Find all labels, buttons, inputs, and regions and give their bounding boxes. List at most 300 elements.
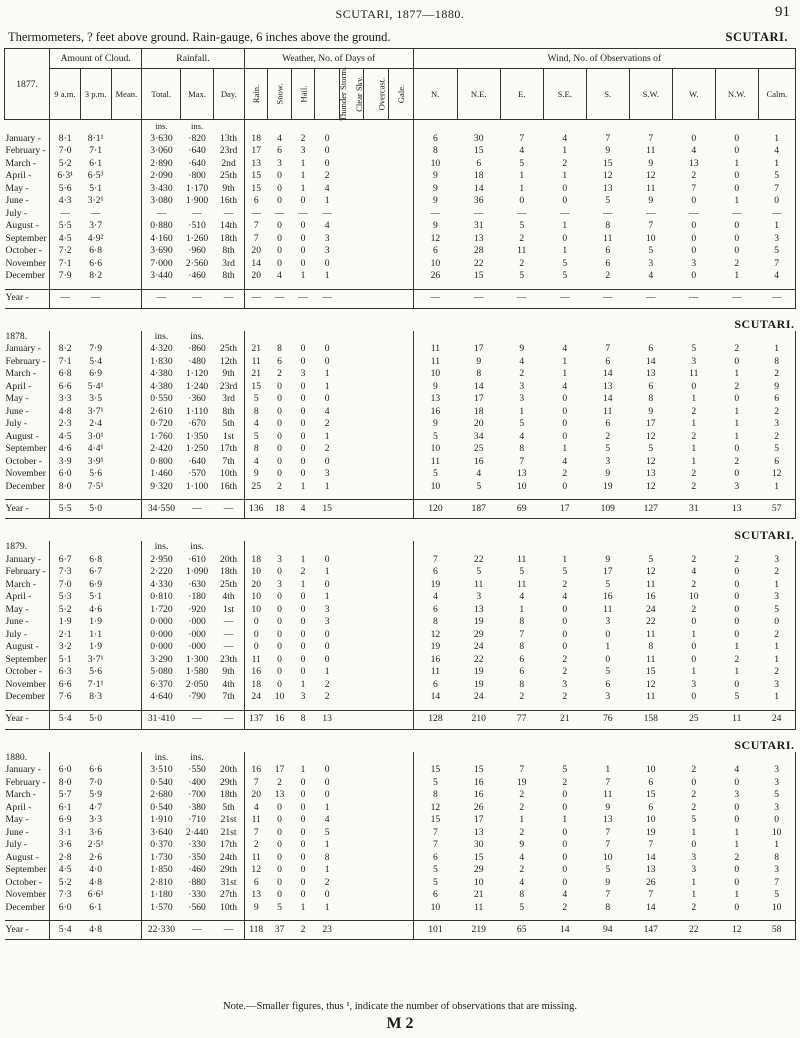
table-cell: 0: [562, 864, 568, 875]
table-cell: 8·1¹: [87, 132, 104, 144]
table-cell: 3·510: [150, 764, 173, 775]
table-cell: 6·7: [58, 553, 72, 565]
table-cell: 14: [645, 901, 656, 913]
table-cell: 3rd: [213, 393, 244, 406]
table-cell: 2·950: [150, 553, 173, 565]
table-cell: 2: [562, 691, 568, 702]
table-cell: 7·000: [150, 257, 173, 269]
unit-label: ins.: [154, 330, 169, 342]
table-cell: ·180: [188, 591, 206, 602]
month-cell: January -: [5, 133, 50, 146]
table-cell: [339, 691, 364, 704]
table-cell: 3: [758, 233, 795, 246]
table-cell: 7: [691, 182, 697, 194]
table-cell: 1·830: [150, 355, 173, 367]
table-cell: 7·5¹: [87, 480, 104, 492]
table-cell: 11: [646, 145, 656, 156]
table-cell: 7·1: [58, 257, 72, 269]
table-cell: 24: [251, 691, 261, 702]
table-cell: 16: [473, 789, 484, 800]
table-cell: [111, 877, 142, 890]
table-row: [5, 258, 796, 271]
table-cell: [111, 666, 142, 679]
table-cell: 7: [648, 889, 654, 900]
table-cell: 4·3: [58, 195, 72, 206]
table-cell: 8: [277, 343, 282, 354]
table-cell: [339, 764, 364, 777]
table-cell: [111, 579, 142, 592]
table-cell: [389, 145, 414, 158]
table-cell: 0: [562, 826, 568, 838]
table-cell: —: [732, 207, 742, 219]
table-cell: [364, 579, 389, 592]
table-cell: 0: [277, 666, 282, 677]
table-cell: —: [500, 289, 543, 308]
table-cell: [389, 170, 414, 183]
table-cell: 0: [300, 814, 306, 825]
table-cell: 5·6: [89, 666, 103, 677]
table-cell: 5·4: [50, 921, 81, 940]
table-cell: [364, 120, 389, 133]
table-cell: [364, 443, 389, 456]
table-cell: [389, 679, 414, 692]
table-cell: 0: [277, 851, 282, 863]
table-cell: 6·9: [89, 578, 103, 590]
table-cell: 21: [473, 889, 484, 900]
table-row: [5, 431, 796, 444]
table-cell: 0: [300, 245, 306, 256]
table-cell: 3·1: [58, 826, 72, 838]
table-cell: 11: [517, 578, 527, 590]
caption-text: Thermometers, ? feet above ground. Rain-gauge, 6 inches above the ground.: [8, 30, 391, 44]
table-cell: 1: [691, 418, 697, 429]
table-cell: 6: [648, 343, 654, 354]
table-cell: 4: [734, 764, 740, 775]
table-cell: 5·080: [150, 666, 173, 677]
table-cell: 5·2: [58, 603, 72, 615]
table-cell: [389, 481, 414, 494]
table-cell: 9: [605, 468, 611, 479]
table-cell: 10: [602, 851, 613, 863]
table-cell: 7·9: [58, 270, 72, 281]
table-cell: 12: [645, 480, 656, 492]
table-cell: 6·6: [89, 764, 103, 775]
table-cell: 0: [691, 245, 697, 256]
table-cell: [291, 752, 315, 765]
table-cell: 2: [324, 678, 330, 690]
table-cell: [111, 258, 142, 271]
table-cell: [339, 877, 364, 890]
table-cell: —: [156, 207, 167, 219]
table-cell: [111, 591, 142, 604]
table-cell: 10: [274, 691, 285, 702]
table-cell: 14th: [213, 220, 244, 233]
table-cell: [715, 752, 758, 765]
table-cell: 7: [519, 628, 525, 640]
table-cell: 0: [324, 628, 330, 640]
table-cell: 4·4¹: [87, 443, 104, 454]
table-cell: 23: [315, 921, 340, 940]
table-cell: 2: [691, 430, 697, 442]
month-cell: February -: [5, 777, 50, 790]
table-cell: [111, 921, 142, 940]
table-cell: ·670: [188, 418, 206, 429]
table-cell: 10: [430, 901, 441, 913]
table-cell: 5: [277, 901, 282, 913]
table-cell: 0: [562, 195, 568, 206]
table-cell: 2: [277, 776, 282, 788]
table-cell: 37: [268, 921, 292, 940]
table-cell: 1·240: [185, 380, 209, 392]
table-cell: 1·460: [150, 468, 173, 479]
table-cell: 3·080: [150, 195, 173, 206]
table-cell: 9: [433, 418, 438, 429]
table-cell: —: [430, 207, 441, 219]
table-cell: 14: [543, 921, 586, 940]
table-cell: 5: [519, 270, 525, 281]
table-cell: 5: [476, 566, 482, 577]
table-cell: 1: [324, 480, 330, 492]
table-cell: 9: [433, 182, 438, 194]
table-cell: 1: [691, 443, 697, 454]
table-cell: 9: [433, 170, 438, 181]
table-cell: —: [213, 641, 244, 654]
table-cell: 7: [253, 232, 259, 244]
table-cell: [111, 170, 142, 183]
table-cell: 16: [430, 405, 441, 417]
table-cell: 8·2: [89, 270, 103, 281]
table-cell: [364, 864, 389, 877]
table-cell: 13th: [213, 133, 244, 146]
table-cell: [111, 270, 142, 283]
table-cell: [111, 145, 142, 158]
table-cell: [413, 120, 457, 133]
table-cell: 136: [244, 500, 268, 519]
table-cell: 7: [648, 132, 654, 144]
table-cell: [364, 343, 389, 356]
table-cell: —: [298, 207, 308, 219]
table-cell: 6·6: [58, 678, 72, 690]
table-cell: 5·4¹: [87, 380, 104, 392]
table-cell: [80, 752, 111, 765]
table-cell: 6·370: [150, 678, 173, 690]
table-cell: —: [516, 207, 527, 219]
table-cell: [268, 541, 292, 554]
table-cell: 0: [277, 430, 282, 442]
table-cell: 19: [430, 578, 441, 590]
table-cell: 7: [758, 183, 795, 196]
table-cell: [291, 331, 315, 344]
table-cell: 1: [300, 480, 306, 492]
table-cell: [111, 406, 142, 419]
table-cell: 16th: [213, 481, 244, 494]
table-cell: 147: [629, 921, 672, 940]
table-cell: 12: [430, 628, 441, 640]
table-row: [5, 233, 796, 246]
table-cell: 5: [519, 157, 525, 169]
table-cell: 22: [473, 553, 484, 565]
table-cell: [244, 120, 268, 133]
table-cell: —: [213, 289, 244, 308]
table-cell: 5: [758, 170, 795, 183]
table-cell: 0: [691, 195, 697, 206]
table-cell: 0: [277, 628, 282, 640]
table-cell: 1: [758, 158, 795, 171]
table-cell: 6: [605, 355, 611, 367]
table-cell: [339, 710, 364, 729]
table-cell: 5·0: [80, 710, 111, 729]
table-cell: 4: [291, 500, 315, 519]
table-cell: 2: [691, 468, 697, 479]
table-cell: [111, 616, 142, 629]
table-cell: [364, 629, 389, 642]
table-cell: 1: [324, 368, 330, 379]
month-cell: October -: [5, 456, 50, 469]
table-cell: ·000: [188, 628, 206, 640]
table-cell: 5: [758, 245, 795, 258]
table-cell: 4·5: [58, 232, 72, 244]
table-cell: 8: [433, 145, 438, 156]
table-cell: 6·0: [58, 764, 72, 775]
table-cell: [457, 752, 500, 765]
table-cell: 6: [433, 851, 438, 863]
table-cell: —: [181, 289, 214, 308]
table-cell: [500, 541, 543, 554]
table-cell: —: [251, 207, 261, 219]
table-cell: 0: [691, 232, 697, 244]
table-cell: 9: [253, 901, 259, 913]
cloud-group-header: Amount of Cloud.: [50, 49, 142, 69]
year-label: 1878.: [5, 331, 50, 344]
table-cell: 5: [758, 604, 795, 617]
table-cell: 11: [430, 343, 441, 354]
station-name: SCUTARI.: [725, 30, 788, 44]
month-cell: May -: [5, 183, 50, 196]
table-cell: 15: [251, 380, 261, 392]
table-cell: 4: [691, 145, 697, 156]
table-row: [5, 381, 796, 394]
table-cell: [50, 752, 81, 765]
table-cell: [389, 120, 414, 133]
table-cell: 7: [605, 826, 611, 838]
table-cell: 2: [734, 380, 740, 392]
table-cell: 21st: [213, 814, 244, 827]
table-cell: [629, 541, 672, 554]
table-cell: [389, 877, 414, 890]
table-cell: 13: [473, 603, 484, 615]
table-cell: —: [268, 289, 292, 308]
table-cell: 7: [605, 343, 611, 354]
table-cell: 6·5³: [87, 170, 104, 181]
table-cell: [364, 752, 389, 765]
table-cell: 2: [734, 851, 740, 863]
table-cell: [389, 245, 414, 258]
year-total-row: [5, 710, 796, 729]
table-cell: 5: [648, 443, 654, 454]
table-cell: 11: [251, 653, 261, 665]
table-cell: 1·260: [185, 232, 209, 244]
table-cell: 3: [691, 864, 697, 875]
table-row: [5, 443, 796, 456]
table-cell: 3: [691, 257, 697, 269]
table-cell: 1: [324, 839, 330, 850]
table-cell: [364, 208, 389, 221]
month-cell: November: [5, 889, 50, 902]
table-cell: 3·3: [89, 814, 103, 825]
table-cell: [111, 356, 142, 369]
year-label: 1880.: [5, 752, 50, 765]
table-cell: 9: [605, 876, 611, 888]
table-cell: [389, 331, 414, 344]
table-cell: 0: [562, 801, 568, 813]
table-cell: [339, 158, 364, 171]
table-cell: 6·1: [89, 157, 103, 169]
col-ne: N.E.: [457, 69, 500, 120]
table-cell: [389, 566, 414, 579]
table-cell: 58: [758, 921, 795, 940]
table-cell: 2: [324, 443, 330, 454]
table-cell: 0: [277, 468, 282, 479]
table-row: [5, 591, 796, 604]
table-cell: 16: [473, 455, 484, 467]
table-cell: 1: [758, 343, 795, 356]
table-cell: 8: [324, 851, 330, 863]
table-cell: 0: [562, 430, 568, 442]
table-cell: 17: [274, 764, 285, 775]
table-cell: [111, 208, 142, 221]
table-cell: 1: [519, 405, 525, 417]
table-cell: 1: [324, 195, 330, 206]
month-cell: Year -: [5, 710, 50, 729]
table-cell: 0: [734, 876, 740, 888]
table-cell: 0·810: [150, 591, 173, 602]
table-cell: 8: [758, 356, 795, 369]
table-cell: 0: [519, 195, 525, 206]
table-cell: 11: [715, 710, 758, 729]
table-cell: 9: [648, 405, 654, 417]
table-cell: 0: [562, 851, 568, 863]
table-cell: 14: [251, 257, 261, 269]
table-cell: 25: [251, 480, 261, 492]
table-cell: 2: [734, 257, 740, 269]
table-cell: 2: [562, 578, 568, 590]
table-cell: 7: [758, 258, 795, 271]
table-cell: 31st: [213, 877, 244, 890]
table-row: [5, 554, 796, 567]
table-cell: —: [213, 208, 244, 221]
table-cell: 0: [277, 814, 282, 825]
table-row: [5, 764, 796, 777]
table-cell: [543, 331, 586, 344]
table-cell: [268, 752, 292, 765]
table-cell: 1: [734, 270, 740, 281]
table-cell: —: [192, 207, 202, 219]
table-cell: [111, 331, 142, 344]
table-cell: —: [629, 289, 672, 308]
table-cell: [389, 208, 414, 221]
table-cell: 6·0: [58, 901, 72, 913]
table-cell: 10: [516, 480, 527, 492]
table-cell: [111, 802, 142, 815]
table-row: [5, 220, 796, 233]
table-cell: [339, 418, 364, 431]
table-row: [5, 604, 796, 617]
table-cell: 6: [605, 245, 611, 256]
table-cell: 4·380: [150, 368, 173, 379]
table-cell: 2: [300, 566, 306, 577]
table-cell: 0: [562, 393, 568, 404]
table-cell: [364, 220, 389, 233]
table-cell: [339, 356, 364, 369]
table-cell: 6: [605, 257, 611, 269]
table-cell: 1·1: [89, 628, 103, 640]
month-cell: April -: [5, 170, 50, 183]
table-cell: 0: [734, 182, 740, 194]
table-cell: [413, 331, 457, 344]
table-cell: 6·9: [58, 814, 72, 825]
table-cell: 21: [543, 710, 586, 729]
table-cell: [111, 902, 142, 915]
table-cell: 4·5: [58, 430, 72, 442]
table-cell: 12: [430, 801, 441, 813]
table-cell: [364, 431, 389, 444]
table-row: [5, 666, 796, 679]
table-cell: 0: [734, 901, 740, 913]
table-cell: [389, 418, 414, 431]
table-cell: 4·380: [150, 380, 173, 392]
table-cell: 9: [605, 801, 611, 813]
table-cell: 3: [758, 418, 795, 431]
table-cell: [339, 541, 364, 554]
table-cell: [111, 418, 142, 431]
table-cell: 5·4: [89, 355, 103, 367]
table-cell: 1·570: [150, 901, 173, 913]
table-cell: 2: [519, 257, 525, 269]
table-cell: 8: [519, 616, 525, 627]
column-header-row: [5, 69, 796, 120]
table-cell: [111, 752, 142, 765]
table-cell: 7th: [213, 456, 244, 469]
table-cell: 1: [562, 368, 568, 379]
table-cell: 0: [300, 468, 306, 479]
table-cell: 11: [603, 232, 613, 244]
table-cell: [389, 431, 414, 444]
table-cell: 7: [433, 826, 438, 838]
table-cell: [339, 616, 364, 629]
table-cell: 1·350: [185, 430, 209, 442]
table-cell: 15: [473, 851, 484, 863]
table-cell: [364, 245, 389, 258]
table-cell: 1: [605, 764, 611, 775]
table-cell: 1: [562, 170, 568, 181]
month-cell: June -: [5, 616, 50, 629]
table-cell: [364, 331, 389, 344]
table-cell: 0: [734, 776, 740, 788]
table-cell: 3: [758, 777, 795, 790]
year-row: [5, 752, 796, 765]
table-cell: 1·910: [150, 814, 173, 825]
table-cell: 0: [605, 653, 611, 665]
table-cell: 7: [253, 776, 259, 788]
table-cell: [364, 500, 389, 519]
table-cell: 2·090: [150, 170, 173, 181]
table-cell: [339, 258, 364, 271]
table-cell: 0: [734, 591, 740, 602]
table-cell: [629, 120, 672, 133]
table-cell: 0: [691, 220, 697, 231]
table-cell: 6·8: [58, 368, 72, 379]
table-cell: 77: [500, 710, 543, 729]
